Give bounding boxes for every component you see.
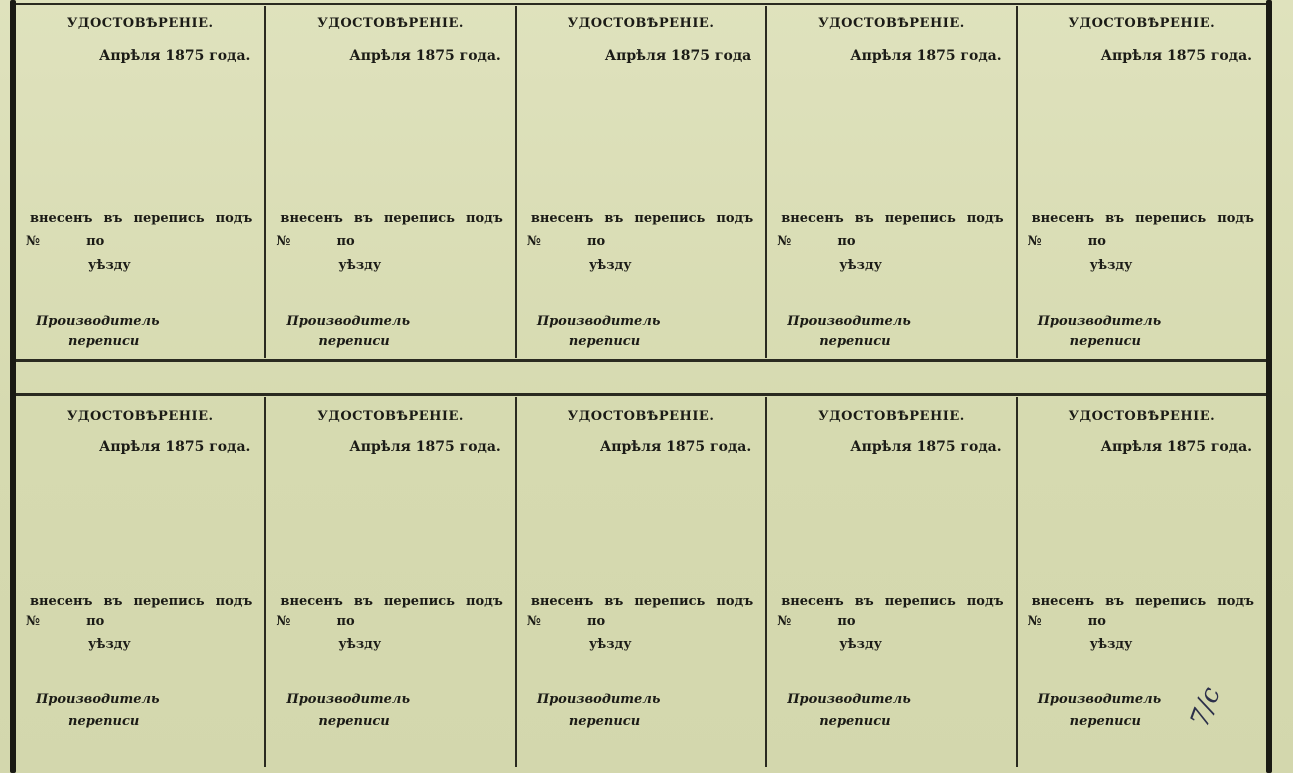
- entered-word: въ: [353, 211, 373, 226]
- po-word: по: [1087, 614, 1106, 629]
- certificate-card: [16, 6, 266, 358]
- entered-in-census-line: [531, 594, 753, 609]
- uezd-label: уѣзду: [338, 637, 382, 652]
- number-sign: №: [1027, 614, 1042, 629]
- entered-word: перепись: [1135, 594, 1207, 609]
- entered-word: перепись: [383, 594, 455, 609]
- certificate-row-top: [16, 6, 1266, 358]
- number-line: [276, 234, 354, 249]
- certificate-title: УДОСТОВѢРЕНІЕ.: [818, 409, 965, 424]
- number-line: [527, 234, 605, 249]
- producer-label: Производитель: [536, 314, 661, 329]
- entered-in-census-line: [781, 211, 1003, 226]
- number-sign: №: [777, 234, 792, 249]
- number-sign: №: [1027, 234, 1042, 249]
- entered-word: внесенъ: [530, 594, 594, 609]
- census-label: переписи: [318, 714, 390, 729]
- certificate-card: [266, 6, 516, 358]
- certificate-date: Апрѣля 1875 года.: [850, 48, 1002, 64]
- census-label: переписи: [819, 714, 891, 729]
- producer-label: Производитель: [36, 692, 160, 707]
- po-word: по: [86, 234, 105, 249]
- number-line: [1028, 234, 1106, 249]
- handwritten-pencil-mark: 7/c: [1185, 683, 1227, 731]
- number-line: [276, 614, 354, 629]
- entered-word: подъ: [966, 594, 1004, 609]
- entered-word: внесенъ: [30, 211, 93, 226]
- certificate-date: Апрѣля 1875 года.: [1100, 48, 1253, 64]
- number-line: [26, 614, 104, 629]
- certificate-card: [517, 6, 767, 358]
- entered-word: перепись: [634, 594, 706, 609]
- census-label: переписи: [819, 334, 891, 349]
- producer-label: Производитель: [787, 314, 911, 329]
- census-label: переписи: [68, 334, 140, 349]
- entered-word: въ: [103, 594, 123, 609]
- entered-word: въ: [1105, 211, 1125, 226]
- entered-word: внесенъ: [280, 594, 343, 609]
- entered-word: подъ: [1217, 594, 1255, 609]
- entered-word: перепись: [634, 211, 706, 226]
- entered-in-census-line: [280, 211, 502, 226]
- po-word: по: [586, 614, 606, 629]
- producer-label: Производитель: [1037, 692, 1162, 707]
- uezd-label: уѣзду: [588, 258, 632, 273]
- entered-word: перепись: [1135, 211, 1207, 226]
- producer-label: Производитель: [1037, 314, 1162, 329]
- uezd-label: уѣзду: [839, 258, 882, 273]
- certificate-date: Апрѣля 1875 года.: [1100, 439, 1253, 455]
- entered-in-census-line: [30, 594, 252, 609]
- census-label: переписи: [1069, 334, 1141, 349]
- top-border-rule: [16, 3, 1266, 5]
- entered-in-census-line: [280, 594, 502, 609]
- census-label: переписи: [1069, 714, 1141, 729]
- entered-word: подъ: [966, 211, 1004, 226]
- entered-word: подъ: [465, 594, 503, 609]
- certificate-date: Апрѣля 1875 года.: [99, 48, 251, 64]
- certificate-title: УДОСТОВѢРЕНІЕ.: [1068, 16, 1216, 31]
- uezd-label: уѣзду: [338, 258, 382, 273]
- certificate-title: УДОСТОВѢРЕНІЕ.: [818, 16, 965, 31]
- certificate-card: [1018, 397, 1266, 767]
- entered-word: въ: [1105, 594, 1125, 609]
- po-word: по: [586, 234, 606, 249]
- uezd-label: уѣзду: [88, 258, 131, 273]
- certificate-card: [767, 397, 1017, 767]
- number-sign: №: [26, 614, 41, 629]
- entered-in-census-line: [1032, 594, 1254, 609]
- certificate-title: УДОСТОВѢРЕНІЕ.: [66, 16, 214, 31]
- certificate-title: УДОСТОВѢРЕНІЕ.: [1068, 409, 1216, 424]
- entered-word: перепись: [884, 594, 956, 609]
- entered-word: внесенъ: [30, 594, 93, 609]
- entered-word: въ: [353, 594, 373, 609]
- uezd-label: уѣзду: [839, 637, 882, 652]
- census-label: переписи: [568, 334, 641, 349]
- certificate-card: [16, 397, 266, 767]
- certificate-title: УДОСТОВѢРЕНІЕ.: [317, 16, 464, 31]
- entered-word: внесенъ: [530, 211, 594, 226]
- number-line: [777, 614, 855, 629]
- census-label: переписи: [68, 714, 140, 729]
- po-word: по: [837, 234, 856, 249]
- uezd-label: уѣзду: [1089, 637, 1133, 652]
- entered-word: перепись: [133, 211, 205, 226]
- entered-word: внесенъ: [1031, 211, 1095, 226]
- uezd-label: уѣзду: [1089, 258, 1133, 273]
- certificate-card: [767, 6, 1017, 358]
- entered-word: внесенъ: [1031, 594, 1095, 609]
- right-border-rule: [1266, 0, 1272, 773]
- entered-word: подъ: [215, 594, 253, 609]
- number-sign: №: [777, 614, 792, 629]
- certificate-title: УДОСТОВѢРЕНІЕ.: [317, 409, 464, 424]
- certificate-title: УДОСТОВѢРЕНІЕ.: [66, 409, 214, 424]
- number-sign: №: [526, 234, 541, 249]
- number-sign: №: [526, 614, 541, 629]
- uezd-label: уѣзду: [88, 637, 131, 652]
- entered-word: въ: [103, 211, 123, 226]
- entered-in-census-line: [1032, 211, 1254, 226]
- certificate-date: Апрѣля 1875 года.: [850, 439, 1002, 455]
- entered-in-census-line: [781, 594, 1003, 609]
- entered-word: подъ: [1217, 211, 1255, 226]
- entered-word: подъ: [716, 594, 754, 609]
- entered-word: перепись: [383, 211, 455, 226]
- entered-word: въ: [604, 211, 624, 226]
- certificate-date: Апрѣля 1875 года.: [349, 439, 501, 455]
- producer-label: Производитель: [536, 692, 661, 707]
- certificate-date: Апрѣля 1875 года: [604, 48, 752, 64]
- producer-label: Производитель: [787, 692, 911, 707]
- number-line: [1028, 614, 1106, 629]
- number-sign: №: [276, 614, 291, 629]
- po-word: по: [336, 614, 355, 629]
- po-word: по: [336, 234, 355, 249]
- entered-word: подъ: [215, 211, 253, 226]
- entered-word: внесенъ: [781, 211, 844, 226]
- certificate-date: Апрѣля 1875 года.: [99, 439, 251, 455]
- entered-word: внесенъ: [781, 594, 844, 609]
- uezd-label: уѣзду: [588, 637, 632, 652]
- certificate-card: [1018, 6, 1266, 358]
- entered-word: подъ: [465, 211, 503, 226]
- certificate-row-bottom: [16, 397, 1266, 767]
- entered-word: въ: [604, 594, 624, 609]
- entered-word: перепись: [884, 211, 956, 226]
- divider-rule-upper: [16, 359, 1266, 362]
- number-sign: №: [276, 234, 291, 249]
- producer-label: Производитель: [286, 692, 411, 707]
- entered-in-census-line: [531, 211, 753, 226]
- census-label: переписи: [568, 714, 641, 729]
- producer-label: Производитель: [286, 314, 411, 329]
- entered-in-census-line: [30, 211, 252, 226]
- certificate-date: Апрѣля 1875 года.: [599, 439, 752, 455]
- entered-word: подъ: [716, 211, 754, 226]
- certificate-title: УДОСТОВѢРЕНІЕ.: [567, 409, 715, 424]
- certificate-card: [266, 397, 516, 767]
- certificate-date: Апрѣля 1875 года.: [349, 48, 501, 64]
- certificate-card: [517, 397, 767, 767]
- census-label: переписи: [318, 334, 390, 349]
- entered-word: перепись: [133, 594, 205, 609]
- po-word: по: [1087, 234, 1106, 249]
- producer-label: Производитель: [36, 314, 160, 329]
- certificate-title: УДОСТОВѢРЕНІЕ.: [567, 16, 715, 31]
- number-line: [26, 234, 104, 249]
- po-word: по: [837, 614, 856, 629]
- number-sign: №: [26, 234, 41, 249]
- number-line: [777, 234, 855, 249]
- number-line: [527, 614, 605, 629]
- entered-word: внесенъ: [280, 211, 343, 226]
- po-word: по: [86, 614, 105, 629]
- divider-rule-lower: [16, 393, 1266, 396]
- entered-word: въ: [854, 211, 874, 226]
- entered-word: въ: [854, 594, 874, 609]
